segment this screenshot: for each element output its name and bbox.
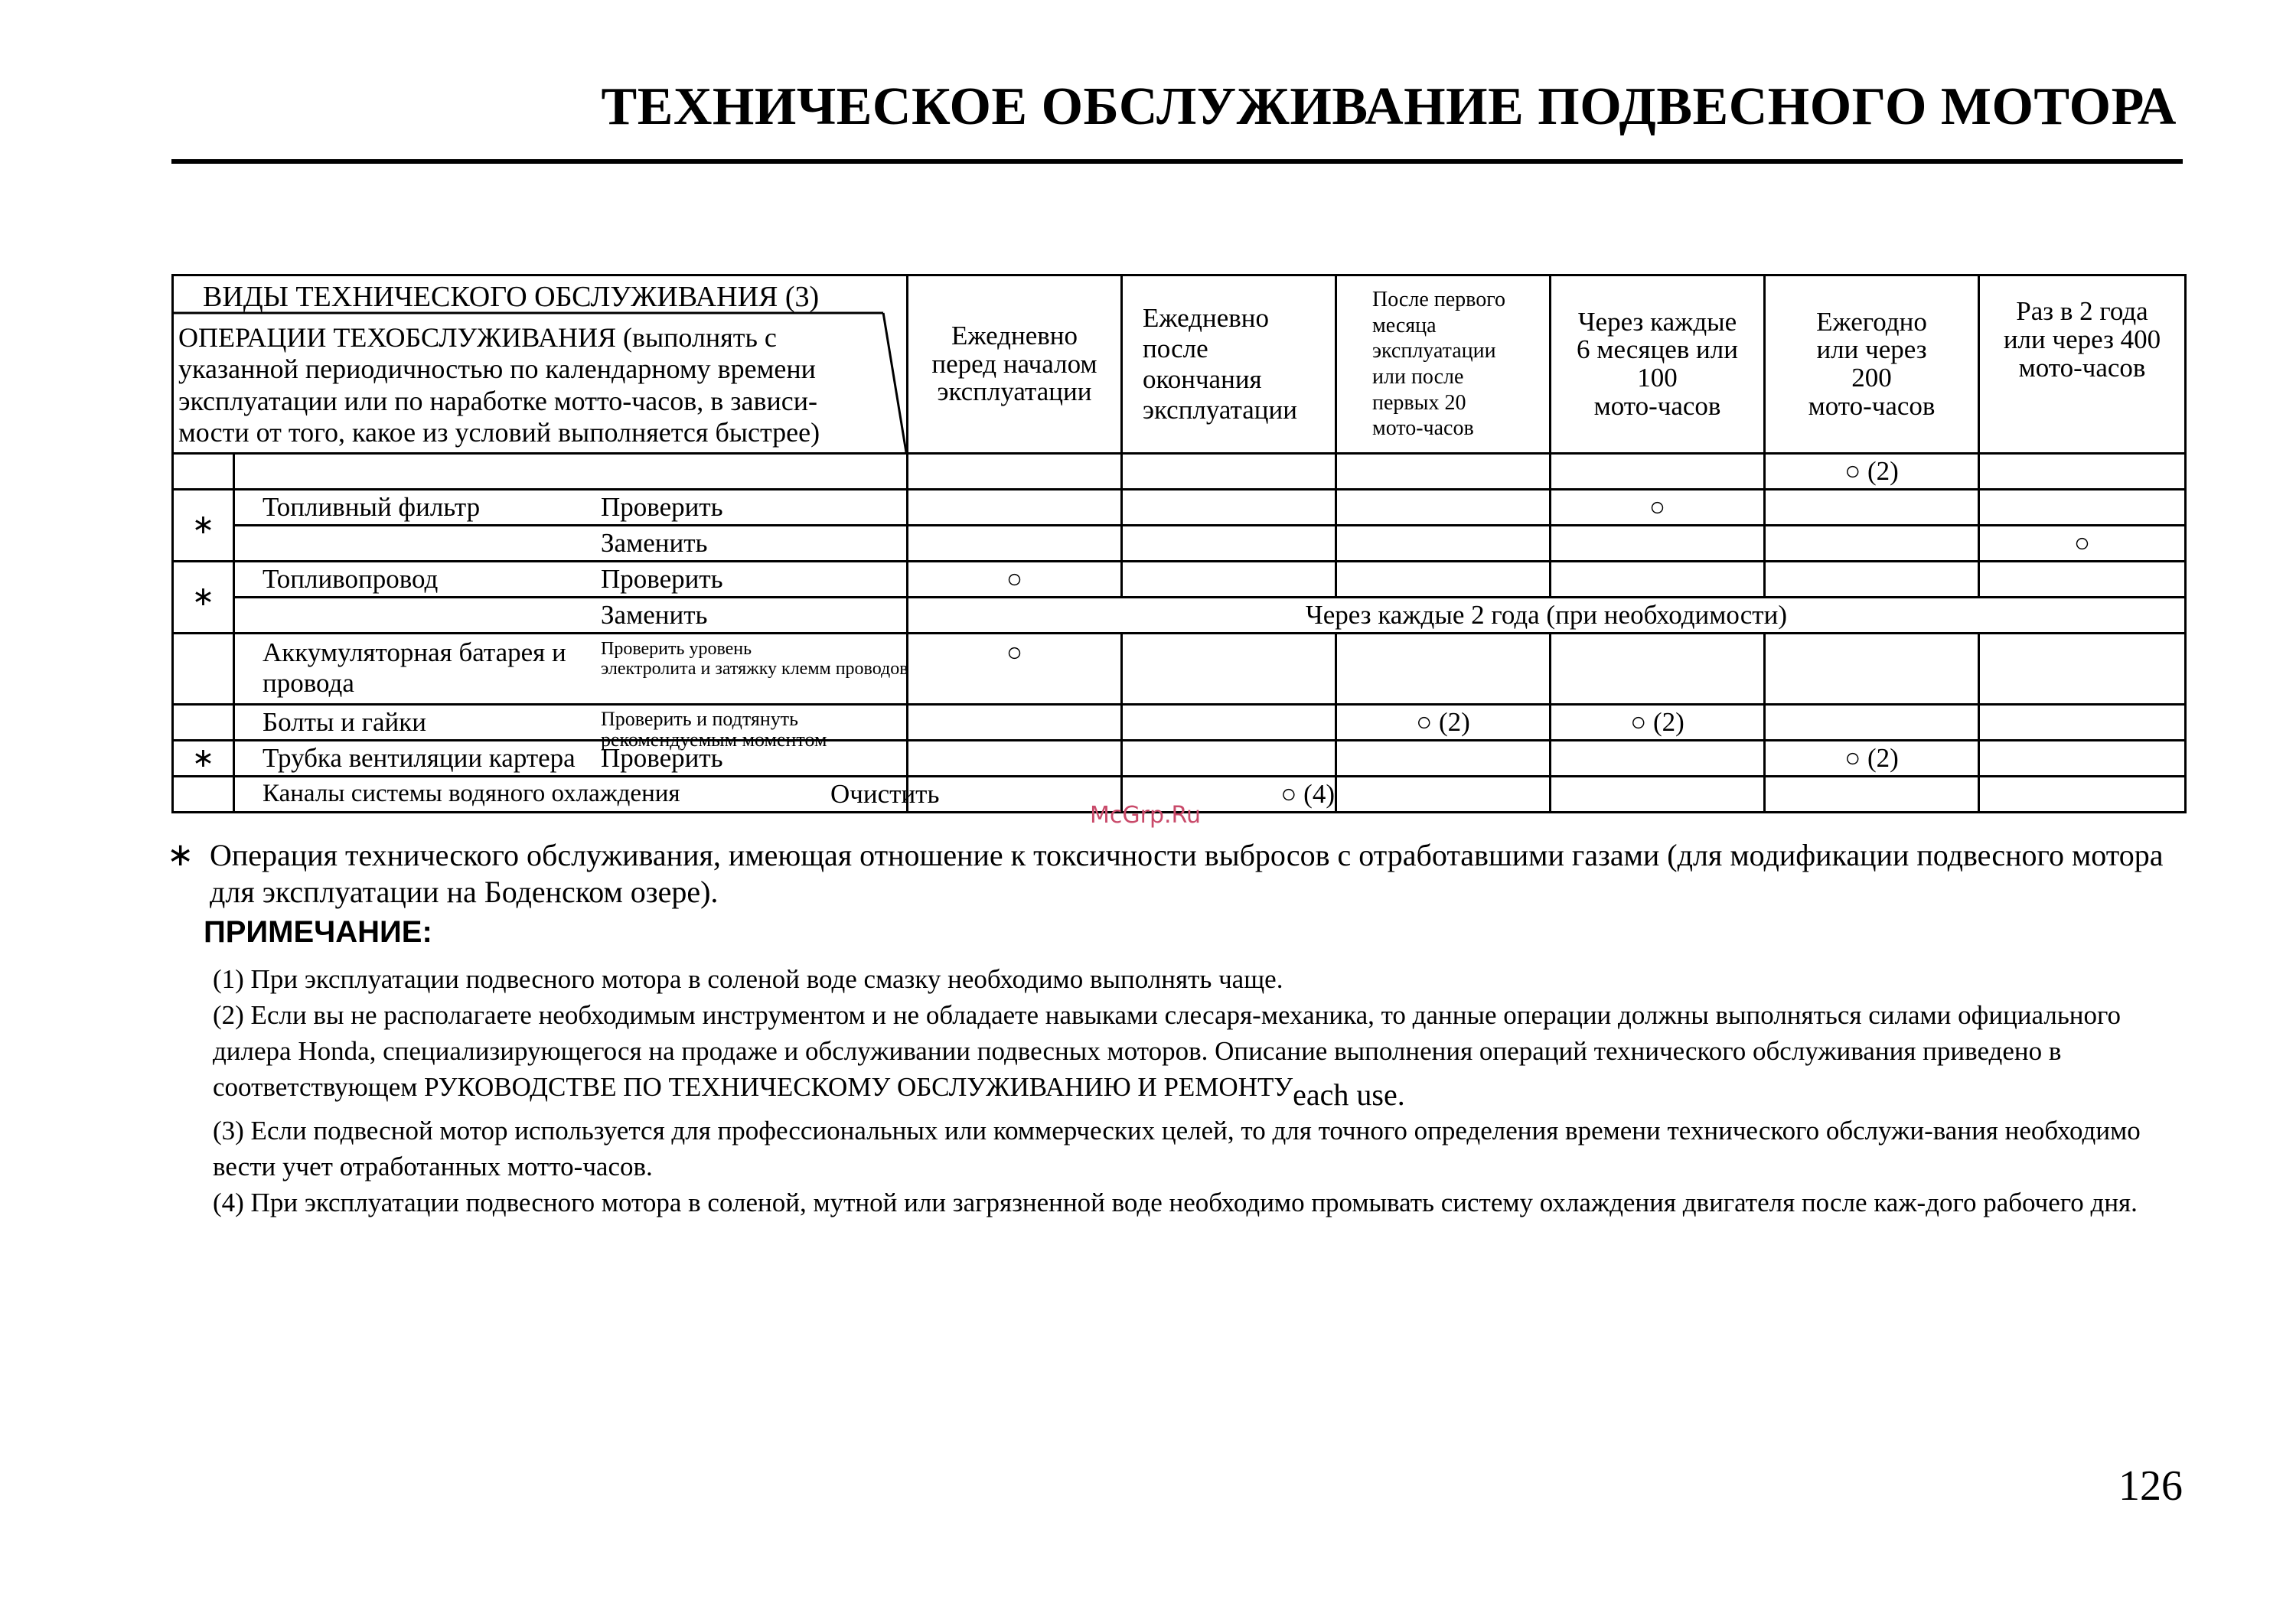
table-row <box>173 741 2186 777</box>
notes-list <box>213 961 2187 1221</box>
column-header-line: мото-часов <box>1593 390 1721 421</box>
item-name: Трубка вентиляции картера <box>263 743 576 773</box>
header-corner-cell <box>173 275 908 454</box>
emission-footnote <box>167 837 2187 911</box>
item-bolts <box>234 705 908 751</box>
item-name: Топливопровод <box>263 564 439 594</box>
column-header-daily-before <box>908 275 1122 454</box>
column-header-line: эксплуатации <box>1372 339 1496 363</box>
item-fuel-filter <box>234 490 908 526</box>
mark-cell: ○ <box>1551 490 1765 526</box>
column-header-line: или через <box>1816 334 1927 365</box>
item-name: Аккумуляторная батарея и провода <box>263 637 566 699</box>
header-operations-line: указанной периодичностью по календарному времени <box>178 354 816 385</box>
column-header-line: мото-часов <box>2018 352 2146 383</box>
column-header-line: Ежедневно <box>951 320 1078 350</box>
header-operations-line: ОПЕРАЦИИ ТЕХОБСЛУЖИВАНИЯ (выполнять с <box>178 322 777 353</box>
column-header-line: или после <box>1372 365 1464 389</box>
table-row <box>173 526 2186 562</box>
maintenance-schedule-table <box>171 274 2187 813</box>
item-fuel-line <box>234 562 908 598</box>
page-title: ТЕХНИЧЕСКОЕ ОБСЛУЖИВАНИЕ ПОДВЕСНОГО МОТОРА <box>601 77 2177 136</box>
mark-cell: ○ <box>1979 526 2186 562</box>
item-action <box>601 639 908 680</box>
column-header-line: после <box>1143 333 1208 363</box>
item-battery <box>234 634 908 705</box>
mark-cell: ○ (2) <box>1765 454 1979 490</box>
column-header-line: первых 20 <box>1372 390 1466 415</box>
item-action: Проверить <box>601 492 723 522</box>
item-breather-tube <box>234 741 908 777</box>
header-operations-line: эксплуатации или по наработке мотто-часов, в зависи- <box>178 385 817 416</box>
item-action: Проверить <box>601 564 723 594</box>
title-rule <box>171 159 2183 164</box>
column-header-line: 200 <box>1851 363 1892 393</box>
column-header-2-years <box>1979 275 2186 454</box>
column-header-first-month <box>1336 275 1551 454</box>
item-name: Каналы системы водяного охлаждения <box>263 780 680 807</box>
item-fuel-filter-replace <box>234 526 908 562</box>
item-action: Заменить <box>601 528 708 558</box>
item-action: Очистить <box>830 779 940 809</box>
item-action-line: электролита и затяжку клемм проводов <box>601 659 908 680</box>
column-header-line: Через каждые <box>1577 306 1737 337</box>
note-2-tail: each use. <box>1293 1077 1405 1112</box>
item-name: Топливный фильтр <box>263 492 481 522</box>
column-header-line: мото-часов <box>1372 416 1474 441</box>
item-action: Заменить <box>601 600 708 630</box>
column-header-line: эксплуатации <box>937 376 1092 407</box>
table-header-row <box>173 275 2186 454</box>
emission-star: ∗ <box>173 562 234 634</box>
column-header-line: эксплуатации <box>1143 395 1298 425</box>
item-name: Болты и гайки <box>263 707 426 737</box>
column-header-line: Ежегодно <box>1816 306 1927 337</box>
column-header-line: перед началом <box>931 348 1097 379</box>
note-3: (3) Если подвесной мотор используется для профессиональных или коммерческих целей, то для точного определения времени технического обслужи-вания необходимо вести учет отработанных мотто-часов. <box>213 1116 2141 1181</box>
column-header-line: месяца <box>1372 313 1437 337</box>
header-operations-line: мости от того, какое из условий выполняется быстрее) <box>178 417 820 448</box>
column-header-line: Раз в 2 года <box>2016 296 2148 326</box>
mark-cell: ○ (2) <box>1765 741 1979 777</box>
table-row <box>173 705 2186 741</box>
mark-cell: ○ <box>908 634 1122 705</box>
item-action-line: рекомендуемым моментом <box>601 728 827 751</box>
table-row <box>173 454 2186 490</box>
note-2 <box>213 997 2187 1113</box>
column-header-line: окончания <box>1143 364 1262 394</box>
column-header-line: 6 месяцев или <box>1577 334 1738 365</box>
table-row <box>173 598 2186 634</box>
column-header-line: мото-часов <box>1808 390 1936 421</box>
watermark: McGrp.Ru <box>1090 802 1202 829</box>
notes-heading: ПРИМЕЧАНИЕ: <box>204 915 432 949</box>
mark-cell: ○ (4) <box>1122 777 1336 813</box>
column-header-line: 100 <box>1637 363 1678 393</box>
page-number: 126 <box>2118 1462 2183 1510</box>
column-header-line: После первого <box>1372 288 1505 312</box>
column-header-line: Ежедневно <box>1143 302 1270 333</box>
item-action-line: Проверить уровень <box>601 639 752 659</box>
note-4: (4) При эксплуатации подвесного мотора в соленой, мутной или загрязненной воде необходимо промывать систему охлаждения двигателя после каж-дого рабочего дня. <box>213 1188 2138 1217</box>
item-action-line: Проверить и подтянуть <box>601 708 798 730</box>
mark-cell: ○ <box>908 562 1122 598</box>
item-action: Проверить <box>601 743 723 773</box>
header-maintenance-types: ВИДЫ ТЕХНИЧЕСКОГО ОБСЛУЖИВАНИЯ (3) <box>203 281 820 313</box>
footnote-text: Операция технического обслуживания, имеющая отношение к токсичности выбросов с отработавшими газами (для модификации подвесного мотора для эксплуатации на Боденском озере). <box>210 838 2164 909</box>
footnote-star: ∗ <box>167 836 194 873</box>
emission-star: ∗ <box>173 741 234 777</box>
item-fuel-line-replace <box>234 598 908 634</box>
column-header-daily-after <box>1122 275 1336 454</box>
header-operations <box>178 322 890 449</box>
note-2-text: (2) Если вы не располагаете необходимым инструментом и не обладаете навыками слесаря-механика, то данные операции должны выполняться силами официального дилера Honda, специализирующегося на продаже и обслуживании подвесных моторов. Описание выполнения операций технического обслуживания приведено в соответствующем РУКОВОДСТВЕ ПО ТЕХНИЧЕСКОМУ ОБСЛУЖИВАНИЮ И РЕМОНТУ <box>213 1000 2122 1102</box>
item-cooling-passages <box>234 777 940 813</box>
emission-star: ∗ <box>173 490 234 562</box>
table-row <box>173 634 2186 705</box>
note-1: (1) При эксплуатации подвесного мотора в соленой воде смазку необходимо выполнять чаще. <box>213 964 1283 994</box>
table-row <box>173 562 2186 598</box>
column-header-yearly <box>1765 275 1979 454</box>
mark-cell: ○ (2) <box>1551 705 1765 741</box>
mark-cell: ○ (2) <box>1336 705 1551 741</box>
column-header-line: или через 400 <box>2003 324 2161 354</box>
table-row <box>173 490 2186 526</box>
column-header-6-months <box>1551 275 1765 454</box>
fuel-line-replace-interval: Через каждые 2 года (при необходимости) <box>908 598 2186 634</box>
